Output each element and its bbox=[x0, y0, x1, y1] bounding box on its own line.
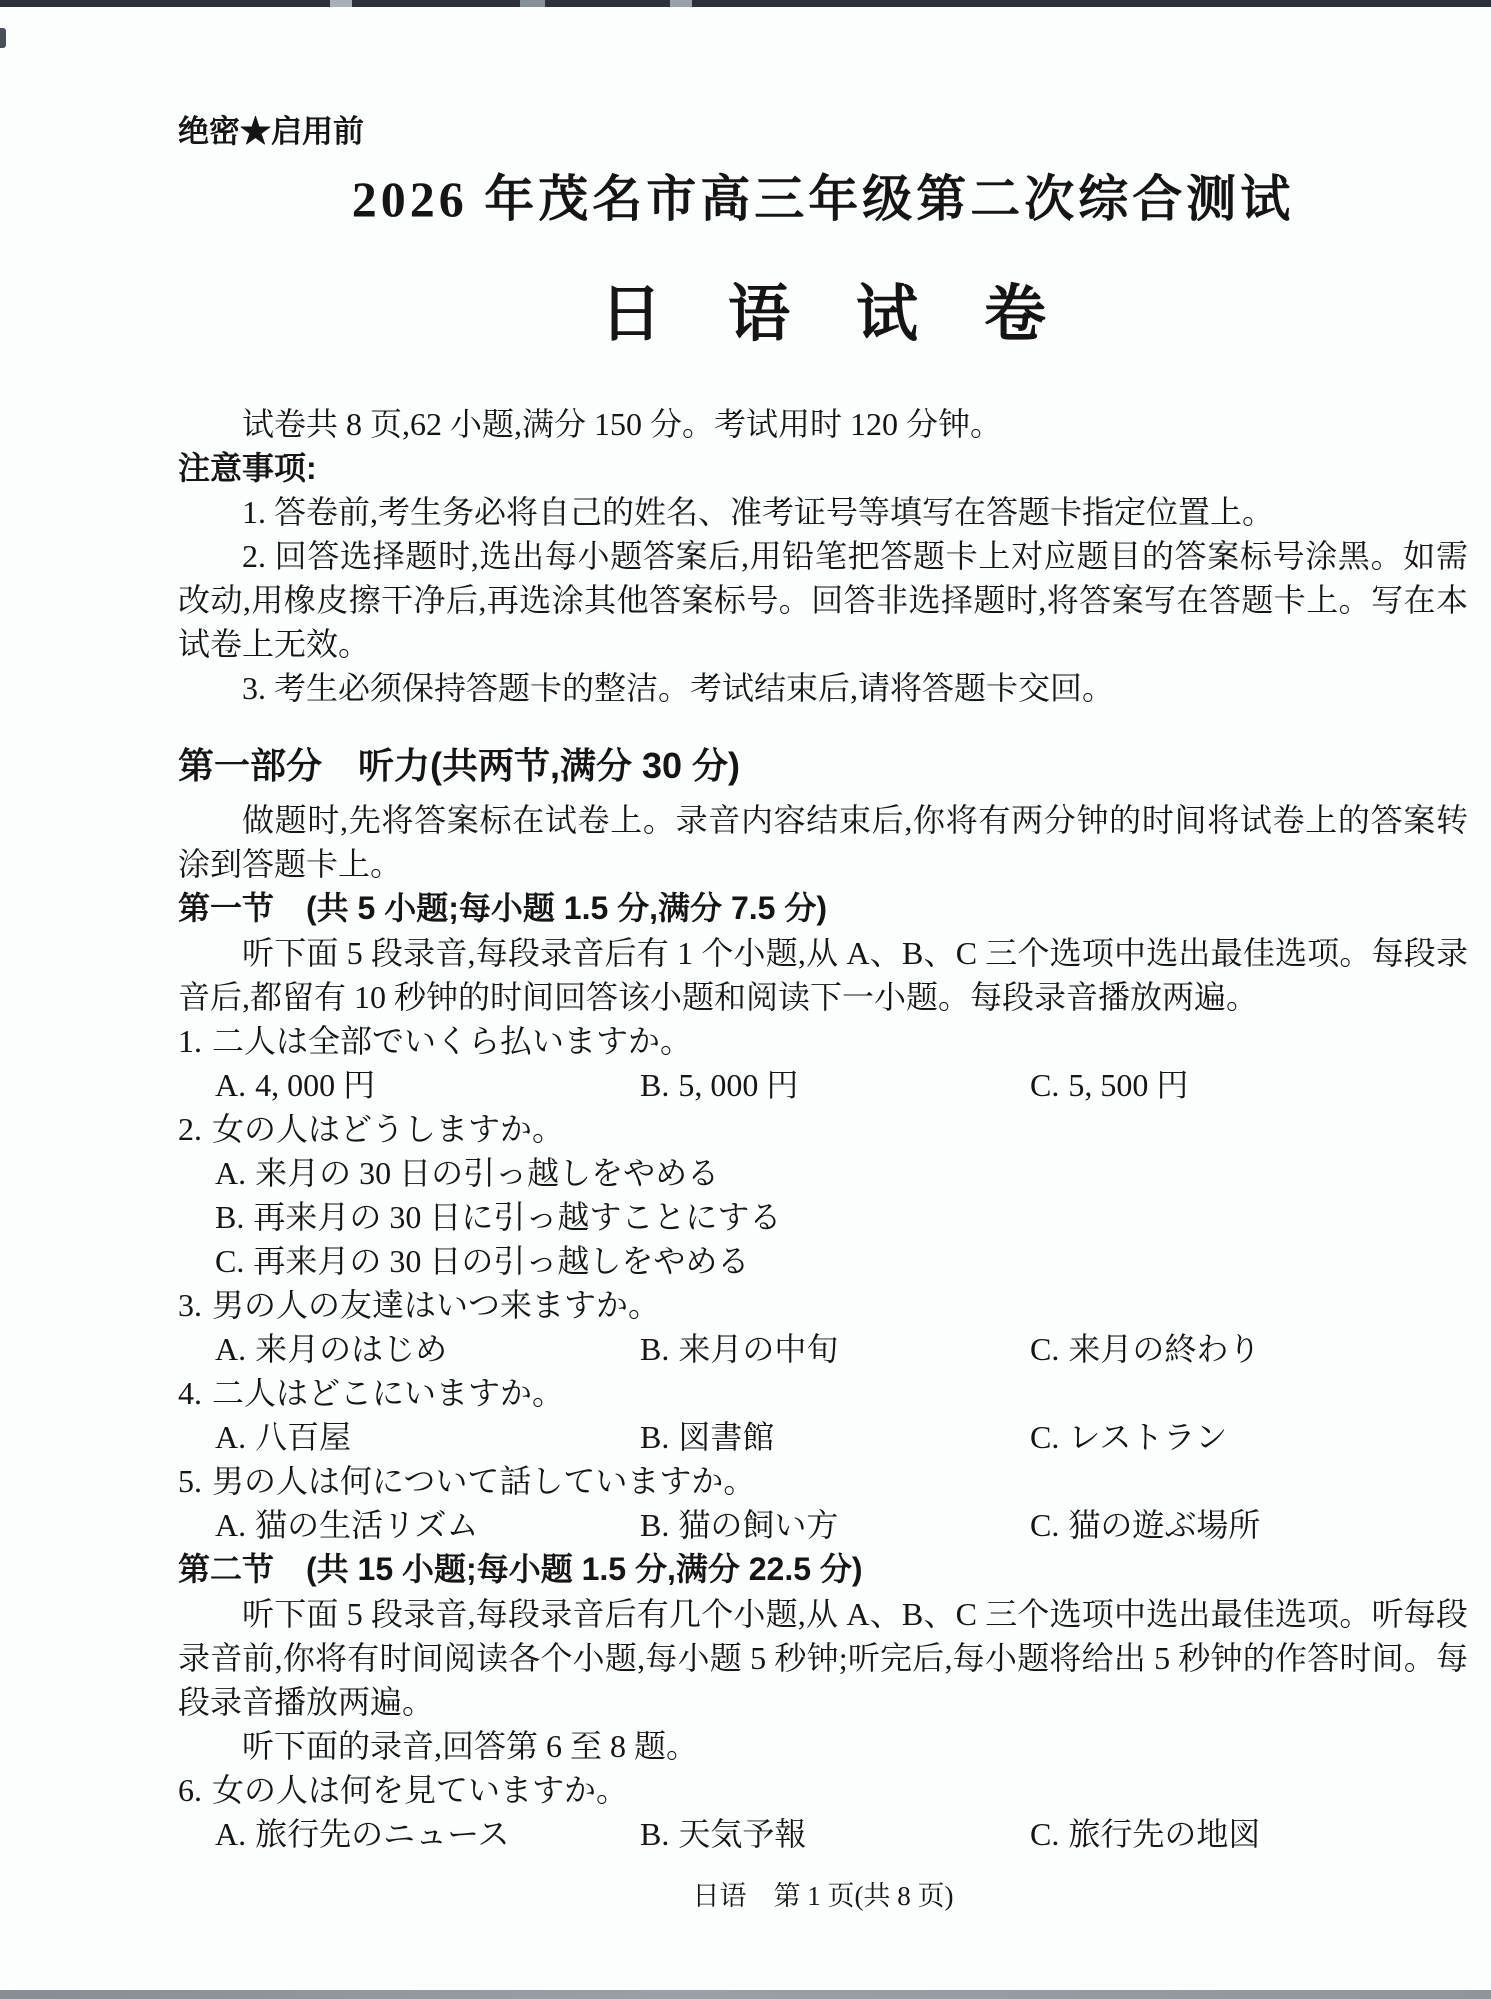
option-c-label: C. bbox=[1030, 1067, 1060, 1103]
option-c-text: 猫の遊ぶ場所 bbox=[1068, 1507, 1261, 1543]
scan-artifact-left bbox=[0, 28, 6, 48]
option-c-label: C. bbox=[215, 1243, 245, 1279]
question-1-line bbox=[178, 1019, 1468, 1063]
option-c bbox=[1030, 1327, 1468, 1371]
question-3-line bbox=[178, 1283, 1468, 1327]
option-c-label: C. bbox=[1030, 1816, 1060, 1852]
option-b-text: 来月の中旬 bbox=[678, 1331, 839, 1367]
question-4 bbox=[178, 1371, 1468, 1459]
section1-intro: 听下面 5 段录音,每段录音后有 1 个小题,从 A、B、C 三个选项中选出最佳选项。每段录音后,都留有 10 秒钟的时间回答该小题和阅读下一小题。每段录音播放两遍。 bbox=[178, 935, 1468, 1015]
option-b-label: B. bbox=[640, 1816, 670, 1852]
question-5-options bbox=[215, 1503, 1468, 1547]
option-c bbox=[1030, 1812, 1468, 1856]
notice-heading: 注意事项: bbox=[178, 450, 317, 486]
option-a-text: 来月のはじめ bbox=[255, 1331, 448, 1367]
option-c-text: レストラン bbox=[1068, 1419, 1228, 1455]
question-number: 1. bbox=[178, 1023, 202, 1059]
question-number: 3. bbox=[178, 1287, 202, 1323]
option-b-text: 再来月の 30 日に引っ越すことにする bbox=[253, 1199, 782, 1235]
option-a-text: 猫の生活リズム bbox=[255, 1507, 479, 1543]
notice-item-2: 2. 回答选择题时,选出每小题答案后,用铅笔把答题卡上对应题目的答案标号涂黑。如需改动,用橡皮擦干净后,再选涂其他答案标号。回答非选择题时,将答案写在答题卡上。写在本试卷上无效。 bbox=[178, 538, 1468, 662]
option-b bbox=[640, 1503, 1030, 1547]
option-a-label: A. bbox=[215, 1067, 247, 1103]
option-b-label: B. bbox=[640, 1419, 670, 1455]
question-4-line bbox=[178, 1371, 1468, 1415]
question-3 bbox=[178, 1283, 1468, 1371]
option-a-label: A. bbox=[215, 1816, 247, 1852]
option-a-text: 八百屋 bbox=[255, 1419, 352, 1455]
question-6-options bbox=[215, 1812, 1468, 1856]
part1-intro: 做题时,先将答案标在试卷上。录音内容结束后,你将有两分钟的时间将试卷上的答案转涂到答题卡上。 bbox=[178, 802, 1468, 882]
section2-sub-instruction: 听下面的录音,回答第 6 至 8 题。 bbox=[242, 1728, 699, 1764]
option-b bbox=[215, 1195, 1468, 1239]
option-a-label: A. bbox=[215, 1331, 247, 1367]
option-a-text: 旅行先のニュース bbox=[255, 1816, 510, 1852]
option-a-text: 来月の 30 日の引っ越しをやめる bbox=[255, 1155, 720, 1191]
option-c-text: 5, 500 円 bbox=[1068, 1067, 1189, 1103]
question-text: 女の人は何を見ていますか。 bbox=[212, 1772, 629, 1808]
option-a bbox=[215, 1063, 640, 1107]
option-a-text: 4, 000 円 bbox=[255, 1067, 376, 1103]
option-a-label: A. bbox=[215, 1507, 247, 1543]
option-b bbox=[640, 1812, 1030, 1856]
question-number: 4. bbox=[178, 1375, 202, 1411]
option-b bbox=[640, 1415, 1030, 1459]
option-a bbox=[215, 1503, 640, 1547]
exam-title: 2026 年茂名市高三年级第二次综合测试 bbox=[351, 171, 1295, 227]
option-a-label: A. bbox=[215, 1419, 247, 1455]
option-b-label: B. bbox=[640, 1067, 670, 1103]
option-c-text: 再来月の 30 日の引っ越しをやめる bbox=[253, 1243, 750, 1279]
option-b-label: B. bbox=[640, 1331, 670, 1367]
option-b-text: 5, 000 円 bbox=[678, 1067, 799, 1103]
subject-title-text: 日语试卷 bbox=[599, 281, 1112, 349]
option-b-label: B. bbox=[215, 1199, 245, 1235]
option-c bbox=[1030, 1503, 1468, 1547]
option-b-text: 天気予報 bbox=[678, 1816, 807, 1852]
page-footer: 日语 第 1 页(共 8 页) bbox=[692, 1881, 954, 1911]
question-6 bbox=[178, 1768, 1468, 1856]
question-2 bbox=[178, 1107, 1468, 1283]
section1-heading: 第一节 (共 5 小题;每小题 1.5 分,满分 7.5 分) bbox=[178, 890, 827, 926]
question-number: 5. bbox=[178, 1463, 202, 1499]
scan-artifact-bottom bbox=[0, 1990, 1491, 1999]
option-c-label: C. bbox=[1030, 1331, 1060, 1367]
question-text: 女の人はどうしますか。 bbox=[212, 1111, 565, 1147]
option-a bbox=[215, 1151, 1468, 1195]
option-b-text: 図書館 bbox=[678, 1419, 775, 1455]
option-b bbox=[640, 1327, 1030, 1371]
question-2-options bbox=[178, 1151, 1468, 1283]
question-1 bbox=[178, 1019, 1468, 1107]
subject-title bbox=[178, 278, 1468, 352]
option-b-text: 猫の飼い方 bbox=[678, 1507, 839, 1543]
page-content bbox=[178, 0, 1468, 1916]
paper-info: 试卷共 8 页,62 小题,满分 150 分。考试用时 120 分钟。 bbox=[242, 406, 1003, 442]
question-5-line bbox=[178, 1459, 1468, 1503]
question-text: 男の人の友達はいつ来ますか。 bbox=[212, 1287, 661, 1323]
security-label: 绝密★启用前 bbox=[178, 114, 364, 149]
option-a-label: A. bbox=[215, 1155, 247, 1191]
question-3-options bbox=[215, 1327, 1468, 1371]
part1-heading: 第一部分 听力(共两节,满分 30 分) bbox=[178, 745, 741, 786]
question-text: 男の人は何について話していますか。 bbox=[212, 1463, 756, 1499]
notice-item-1: 1. 答卷前,考生务必将自己的姓名、准考证号等填写在答题卡指定位置上。 bbox=[242, 494, 1275, 530]
section2-heading: 第二节 (共 15 小题;每小题 1.5 分,满分 22.5 分) bbox=[178, 1551, 863, 1587]
option-a bbox=[215, 1327, 640, 1371]
notice-item-3: 3. 考生必须保持答题卡的整洁。考试结束后,请将答题卡交回。 bbox=[242, 670, 1115, 706]
option-a bbox=[215, 1415, 640, 1459]
option-a bbox=[215, 1812, 640, 1856]
option-c-text: 旅行先の地図 bbox=[1068, 1816, 1261, 1852]
option-c bbox=[215, 1239, 1468, 1283]
question-2-line bbox=[178, 1107, 1468, 1151]
option-b-label: B. bbox=[640, 1507, 670, 1543]
option-c-text: 来月の終わり bbox=[1068, 1331, 1261, 1367]
option-b bbox=[640, 1063, 1030, 1107]
option-c bbox=[1030, 1063, 1468, 1107]
option-c-label: C. bbox=[1030, 1419, 1060, 1455]
question-text: 二人は全部でいくら払いますか。 bbox=[212, 1023, 693, 1059]
question-text: 二人はどこにいますか。 bbox=[212, 1375, 565, 1411]
question-4-options bbox=[215, 1415, 1468, 1459]
option-c bbox=[1030, 1415, 1468, 1459]
question-number: 2. bbox=[178, 1111, 202, 1147]
question-6-line bbox=[178, 1768, 1468, 1812]
question-number: 6. bbox=[178, 1772, 202, 1808]
question-5 bbox=[178, 1459, 1468, 1547]
option-c-label: C. bbox=[1030, 1507, 1060, 1543]
question-1-options bbox=[215, 1063, 1468, 1107]
section2-intro: 听下面 5 段录音,每段录音后有几个小题,从 A、B、C 三个选项中选出最佳选项。听每段录音前,你将有时间阅读各个小题,每小题 5 秒钟;听完后,每小题将给出 5 秒钟的作答时间。每段录音播放两遍。 bbox=[178, 1596, 1468, 1720]
